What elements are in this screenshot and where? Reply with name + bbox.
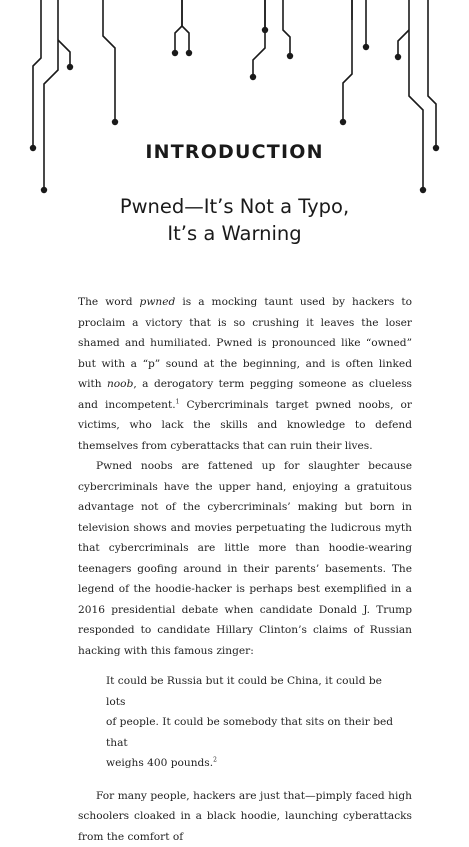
- chapter-title: [0, 193, 469, 247]
- circuit-line-right-outer: [428, 0, 436, 148]
- circuit-node: [395, 54, 401, 60]
- chapter-title-line-1: Pwned—It’s Not a Typo,: [0, 193, 469, 220]
- circuit-line-left-branch: [58, 40, 70, 66]
- paragraph: The word pwned is a mocking taunt used by hackers to proclaim a victory that is so crushing it leaves the loser shamed and humiliated. Pwned is pronounced like “owned” but with a “p” sound at the beginning, and is often linked with noob, a derogatory term pegging someone as clueless and incompetent.$^1$ Cybercriminals target pwned noobs, or victims, who lack the skills and knowledge to defend themselves from cyberattacks that can ruin their lives.: [78, 292, 412, 456]
- quote-line: [106, 753, 394, 774]
- paragraph: Pwned noobs are fattened up for slaughter because cybercriminals have the upper hand, enjoying a gratuitous advantage not of the cybercriminals’ making but born in television shows and movies perpetuating the ludicrous myth that cybercriminals are little more than hoodie-wearing teenagers goofing around in their parents’ basements. The legend of the hoodie-hacker is perhaps best exemplified in a 2016 presidential debate when candidate Donald J. Trump responded to candidate Hillary Clinton’s claims of Russian hacking with this famous zinger:: [78, 456, 412, 661]
- circuit-node: [287, 53, 293, 59]
- circuit-node: [67, 64, 73, 70]
- circuit-line-left-center: [103, 0, 115, 122]
- chapter-title-line-2: It’s a Warning: [0, 220, 469, 247]
- circuit-line-right-branch: [398, 30, 409, 56]
- circuit-node: [186, 50, 192, 56]
- body-text: [78, 292, 412, 847]
- italic-term: pwned: [140, 296, 176, 308]
- footnote-marker: 1: [176, 398, 180, 405]
- chapter-label: INTRODUCTION: [0, 141, 469, 163]
- circuit-line-right-center: [343, 0, 352, 122]
- circuit-node: [112, 119, 118, 125]
- block-quote: [106, 671, 394, 774]
- circuit-line-mid-left-2: [182, 0, 189, 52]
- circuit-line-center: [253, 0, 265, 76]
- circuit-line-mid-left: [175, 0, 182, 52]
- circuit-node: [250, 74, 256, 80]
- quote-line: It could be Russia but it could be China, it could be lots: [106, 671, 394, 712]
- circuit-line-mid-right: [283, 0, 290, 55]
- quote-line: of people. It could be somebody that sits on their bed that: [106, 712, 394, 753]
- circuit-node: [340, 119, 346, 125]
- italic-term: noob: [107, 378, 133, 390]
- circuit-line-left-outer: [33, 0, 41, 148]
- circuit-node: [172, 50, 178, 56]
- paragraph: For many people, hackers are just that—pimply faced high schoolers cloaked in a black hoodie, launching cyberattacks from the comfort of: [78, 786, 412, 847]
- footnote-marker: 2: [213, 756, 217, 763]
- quote-line-text: weighs 400 pounds.: [106, 757, 213, 769]
- circuit-node: [262, 27, 268, 33]
